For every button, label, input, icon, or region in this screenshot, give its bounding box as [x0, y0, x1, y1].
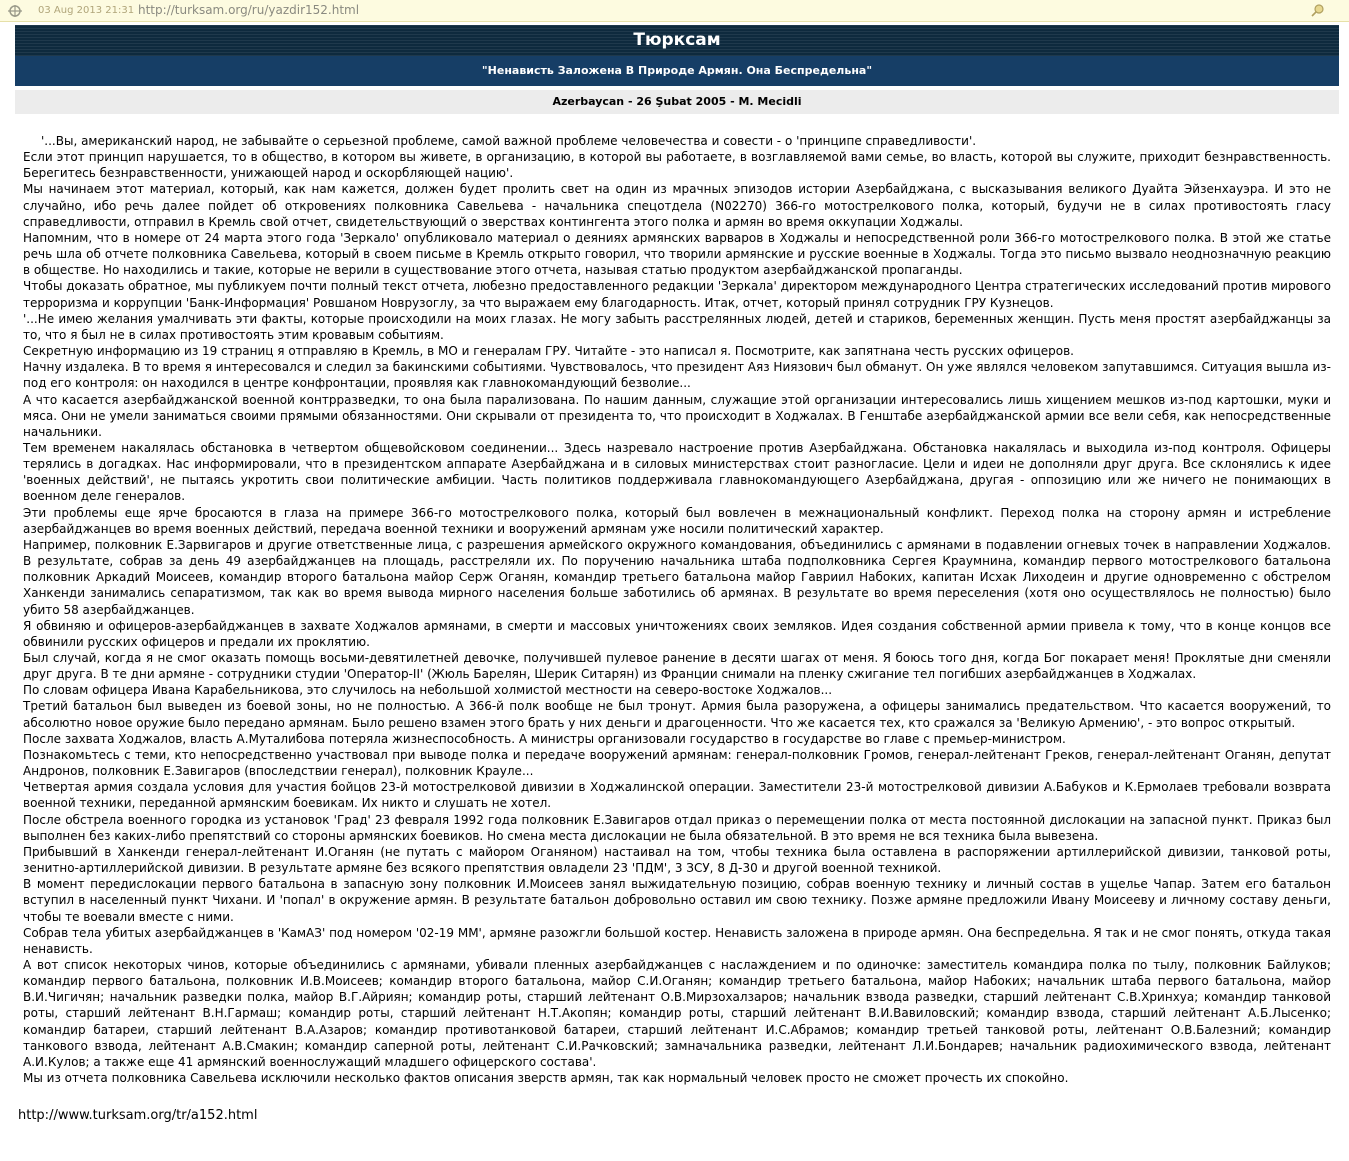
paragraph: Четвертая армия создала условия для участия бойцов 23-й мотострелковой дивизии в Ходжалинской операции. Заместители 23-й мотострелковой дивизии А.Бабуков и К.Ермолаев требовали возврата военной техники, переданной армянским боевикам. Их никто и слушать не хотел. [23, 780, 1331, 811]
paragraph: '...Вы, американский народ, не забывайте о серьезной проблеме, самой важной проблеме человечества и совести - о 'принципе справедливости'. [41, 134, 977, 148]
paragraph: Если этот принцип нарушается, то в общество, в котором вы живете, в организацию, в которой вы работаете, в возглавляемой вами семье, во власть, которой вы служите, приходит безнравственность. Берегитесь безнравственности, унижающей народ и оскорбляющей нацию'. [23, 150, 1331, 181]
paragraph: Познакомьтесь с теми, кто непосредственно участвовал при выводе полка и передаче вооружений армянам: генерал-полковник Громов, генерал-лейтенант Греков, генерал-лейтенант Оганян, депутат Андронов, полковник Е.Завигаров (впоследствии генерал), полковник Крауле... [23, 747, 1331, 779]
site-logo-icon[interactable] [6, 3, 24, 19]
paragraph: Третий батальон был выведен из боевой зоны, но не полностью. А 366-й полк вообще не был тронут. Армия была разоружена, а офицеры занимались предательством. Что касается вооружений, то абсолютно новое оружие было передано армянам. Было решено взамен этого брать у них деньги и драгоценности. Что же касается тех, кто сражался за 'Великую Армению', - это вопрос открытый. [23, 699, 1331, 730]
paragraph: Начну издалека. В то время я интересовался и следил за бакинскими событиями. Чувствовалось, что президент Аяз Ниязович был обманут. Он уже являлся человеком запутавшимся. Ситуация вышла из-под его контроля: он находился в центре конфронтации, проявляя как главнокомандующий безволие... [23, 360, 1331, 391]
paragraph: Я обвиняю и офицеров-азербайджанцев в захвате Ходжалов армянами, в смерти и массовых уничтожениях своих земляков. Идея создания собственной армии привела к тому, что в конце концов все обвинили русских офицеров и предали их проклятию. [23, 618, 1331, 649]
article-title: "Ненависть Заложена В Природе Армян. Она Беспредельна" [15, 56, 1339, 86]
page-url[interactable]: http://turksam.org/ru/yazdir152.html [138, 3, 360, 17]
paragraph: Например, полковник Е.Зарвигаров и другие ответственные лица, с разрешения армейского окружного командования, объединились с армянами в подавлении огневых точек в направлении Ходжалов. В результате, собрав за день 49 азербайджанцев на площадь, расстреляли их. По поручению начальника штаба подполковника Сергея Краумнина, командир первого мотострелкового батальона полковник Аркадий Моисеев, командир второго батальона майор Серж Оганян, командир третьего батальона майор Гавриил Набоких, капитан Исхак Лиходеин и другие одновременно с обстрелом Ханкенди занимались сепаратизмом, так как во время вывода мирного населения больше заботились об армянах. В результате во время переселения (хотя оно осуществлялось не полностью) было убито 58 азербайджанцев. [23, 537, 1331, 617]
paragraph: '...Не имею желания умалчивать эти факты, которые происходили на моих глазах. Не могу забыть расстрелянных людей, детей и стариков, беременных женщин. Пусть меня простят азербайджанцы за то, что я был не в силах противостоять этим кровавым событиям. [23, 311, 1331, 342]
article-byline: Azerbaycan - 26 Şubat 2005 - M. Mecidli [15, 90, 1339, 114]
paragraph: Секретную информацию из 19 страниц я отправляю в Кремль, в МО и генералам ГРУ. Читайте - это написал я. Посмотрите, как запятнана честь русских офицеров. [23, 344, 1074, 359]
paragraph: После захвата Ходжалов, власть А.Муталибова потеряла жизнеспособность. А министры организовали государство в государстве во главе с премьер-министром. [23, 731, 1066, 746]
site-title: Тюрксам [15, 25, 1339, 56]
source-link[interactable]: http://www.turksam.org/tr/a152.html [18, 1108, 258, 1123]
browser-toolbar [0, 0, 1349, 22]
paragraph: А что касается азербайджанской военной контрразведки, то она была парализована. По нашим данным, служащие этой организации интересовались лишь хищением мешков из-под картошки, муки и мяса. Они не умели заниматься своими прямыми обязанностями. Они скрывали от президента то, что происходит в Ходжалах. В Генштабе азербайджанской армии все вели себя, как непосредственные начальники. [23, 392, 1331, 439]
paragraph: Тем временем накалялась обстановка в четвертом общевойсковом соединении... Здесь назревало настроение против Азербайджана. Обстановка накалялась и выходила из-под контроля. Офицеры терялись в догадках. Нас информировали, что в президентском аппарате Азербайджана и в силовых министерствах стоит разногласие. Цели и идеи не дополняли друг друга. Все склонялись к идее 'военных действий', не пытаясь укротить свои политические амбиции. Часть политиков поддерживала главнокомандующего Азербайджана, другая - оппозицию или же ничего не понимающих в военном деле генералов. [23, 440, 1331, 504]
pin-icon[interactable] [1309, 3, 1325, 19]
paragraph: После обстрела военного городка из установок 'Град' 23 февраля 1992 года полковник Е.Завигаров отдал приказ о перемещении полка от места постоянной дислокации на запасной пункт. Приказ был выполнен без каких-либо препятствий со стороны армянских боевиков. Но смена места дислокации не была обязательной. В это время не вся техника была вывезена. [23, 812, 1331, 843]
paragraph: Прибывший в Ханкенди генерал-лейтенант И.Оганян (не путать с майором Оганяном) настаивал на том, чтобы техника была оставлена в распоряжении артиллерийской дивизии, танковой роты, зенитно-артиллерийской дивизии. В результате армяне без всякого препятствия овладели 23 'ПДМ', 3 ЗСУ, 8 Д-30 и другой военной техникой. [23, 844, 1331, 876]
paragraph: В момент передислокации первого батальона в запасную зону полковник И.Моисеев занял выжидательную позицию, собрав военную технику и личный состав в ущелье Чапар. Затем его батальон вступил в населенный пункт Чихани. И 'попал' в окружение армян. В результате батальон добровольно оставил им свою технику. Позже армяне предложили Ивану Моисееву и личному составу деньги, чтобы те воевали вместе с ними. [23, 877, 1331, 924]
paragraph: Был случай, когда я не смог оказать помощь восьми-девятилетней девочке, получившей пулевое ранение в десяти шагах от меня. Я боюсь того дня, когда Бог покарает меня! Проклятые дни сменяли друг друга. В те дни армяне - сотрудники студии 'Оператор-II' (Жюль Барелян, Шерик Ситарян) из Франции снимали на пленку сжигание тел погибших азербайджанцев в Ходжалах. [23, 651, 1331, 682]
paragraph: Эти проблемы еще ярче бросаются в глаза на примере 366-го мотострелкового полка, который был вовлечен в межнациональный конфликт. Переход полка на сторону армян и истребление азербайджанцев во время военных действий, передача военной техники и вооружений армянам уже носили политический характер. [23, 505, 1331, 536]
paragraph: А вот список некоторых чинов, которые объединились с армянами, убивали пленных азербайджанцев с наслаждением и по одиночке: заместитель командира полка по тылу, полковник Байлуков; командир первого батальона, полковник И.В.Моисеев; командир второго батальона, майор С.И.Оганян; командир третьего батальона, майор Набоких; начальник штаба первого батальона, майор В.И.Чигичян; начальник разведки полка, майор В.Г.Айриян; командир роты, старший лейтенант О.В.Мирзохалзаров; начальник взвода разведки, старший лейтенант С.В.Хринхуа; командир танковой роты, старший лейтенант В.Н.Гармаш; командир роты, старший лейтенант Н.Т.Акопян; командир роты, старший лейтенант В.И.Вавиловский; командир взвода, старший лейтенант А.Б.Лысенко; командир батареи, старший лейтенант В.А.Азаров; командир противотанковой батареи, старший лейтенант И.С.Абрамов; командир третьей танковой роты, лейтенант О.В.Балезний; командир танкового взвода, лейтенант А.В.Смакин; командир саперной роты, лейтенант С.И.Рачковский; замначальника разведки, лейтенант Л.И.Бондарев; начальник радиохимического взвода, лейтенант А.И.Кулов; а также еще 41 армянский военнослужащий младшего офицерского состава'. [23, 957, 1331, 1069]
paragraph: Собрав тела убитых азербайджанцев в 'КамАЗ' под номером '02-19 ММ', армяне разожгли большой костер. Ненависть заложена в природе армян. Она беспредельна. Я так и не смог понять, откуда такая ненависть. [23, 925, 1331, 956]
capture-date: 03 Aug 2013 21:31 [38, 5, 135, 16]
paragraph: Чтобы доказать обратное, мы публикуем почти полный текст отчета, любезно предоставленного редакции 'Зеркала' директором международного Центра стратегических исследований против мирового терроризма и коррупции 'Банк-Информация' Ровшаном Новрузоглу, за что выражаем ему благодарность. Итак, отчет, который принял сотрудник ГРУ Кузнецов. [23, 279, 1331, 310]
paragraph: Мы начинаем этот материал, который, как нам кажется, должен будет пролить свет на один из мрачных эпизодов истории Азербайджана, с высказывания великого Дуайта Эйзенхауэра. И это не случайно, ибо речь далее пойдет об откровениях полковника Савельева - начальника спецотдела (N02270) 366-го мотострелкового полка, который, будучи не в силах противостоять гласу справедливости, отправил в Кремль свой отчет, свидетельствующий о зверствах контингента этого полка и армян во время оккупации Ходжалы. [23, 182, 1331, 229]
paragraph: По словам офицера Ивана Карабельникова, это случилось на небольшой холмистой местности на северо-востоке Ходжалов... [23, 683, 833, 698]
paragraph: Напомним, что в номере от 24 марта этого года 'Зеркало' опубликовало материал о деяниях армянских варваров в Ходжалы и непосредственной роли 366-го мотострелкового полка. В этой же статье речь шла об отчете полковника Савельева, который в своем письме в Кремль открыто говорил, что творили армянские и русские военные в Ходжалы. Тогда это письмо вызвало неоднозначную реакцию в обществе. Но находились и такие, которые не верили в существование этого отчета, называя статью продуктом азербайджанской пропаганды. [23, 230, 1331, 278]
paragraph: Мы из отчета полковника Савельева исключили несколько фактов описания зверств армян, так как нормальный человек просто не сможет прочесть их спокойно. [23, 1071, 1069, 1086]
article-body [23, 133, 1331, 1086]
